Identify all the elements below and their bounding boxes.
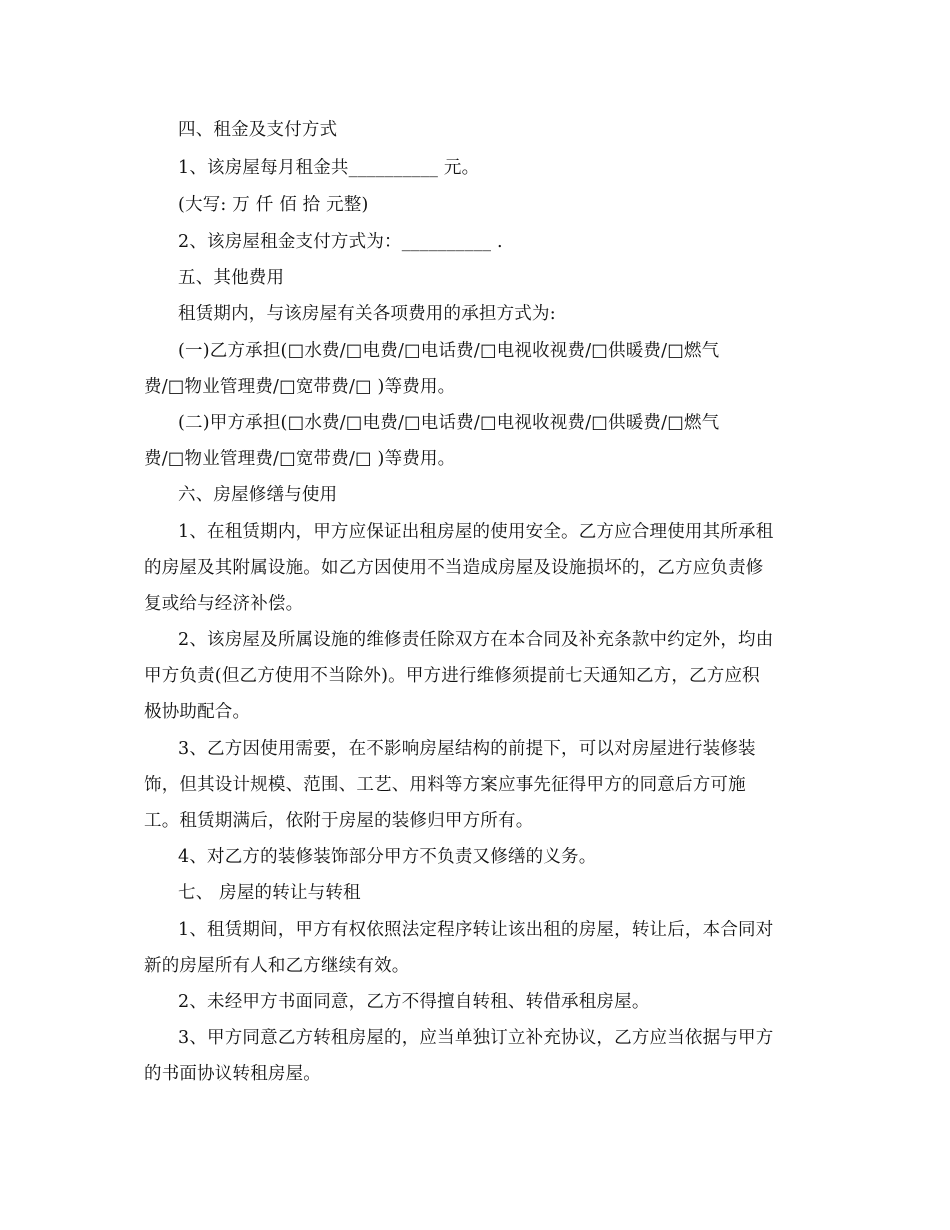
section-heading-repair-use: 六、房屋修缮与使用 — [178, 485, 338, 505]
paragraph-line: 1、在租赁期内，甲方应保证出租房屋的使用安全。乙方应合理使用其所承租 — [178, 522, 774, 542]
paragraph-line: 饰，但其设计规模、范围、工艺、用料等方案应事先征得甲方的同意后方可施 — [144, 775, 746, 795]
paragraph-line: 的书面协议转租房屋。 — [144, 1064, 321, 1084]
paragraph-line: 1、租赁期间，甲方有权依照法定程序转让该出租的房屋，转让后，本合同对 — [178, 920, 774, 940]
paragraph-line: 3、甲方同意乙方转租房屋的，应当单独订立补充协议，乙方应当依据与甲方 — [178, 1028, 774, 1048]
paragraph-line: 的房屋及其附属设施。如乙方因使用不当造成房屋及设施损坏的，乙方应负责修 — [144, 558, 764, 578]
paragraph-line: (一)乙方承担(□水费/□电费/□电话费/□电视收视费/□供暖费/□燃气 — [178, 341, 720, 361]
paragraph-line: 工。租赁期满后，依附于房屋的装修归甲方所有。 — [144, 811, 534, 831]
paragraph-line: 新的房屋所有人和乙方继续有效。 — [144, 956, 410, 976]
paragraph-line: (二)甲方承担(□水费/□电费/□电话费/□电视收视费/□供暖费/□燃气 — [178, 413, 720, 433]
paragraph-line: 极协助配合。 — [144, 702, 251, 722]
paragraph-line: 复或给与经济补偿。 — [144, 594, 304, 614]
paragraph-line: 3、乙方因使用需要，在不影响房屋结构的前提下，可以对房屋进行装修装 — [178, 739, 756, 759]
paragraph-line: 2、该房屋租金支付方式为：__________ . — [178, 232, 503, 252]
paragraph-line: 1、该房屋每月租金共__________ 元。 — [178, 158, 480, 178]
section-heading-rent-payment: 四、租金及支付方式 — [178, 120, 338, 140]
paragraph-line: 租赁期内，与该房屋有关各项费用的承担方式为: — [178, 304, 556, 324]
paragraph-line: 费/□物业管理费/□宽带费/□ )等费用。 — [144, 449, 456, 469]
paragraph-line: 2、该房屋及所属设施的维修责任除双方在本合同及补充条款中约定外，均由 — [178, 630, 774, 650]
paragraph-line: 甲方负责(但乙方使用不当除外)。甲方进行维修须提前七天通知乙方，乙方应积 — [144, 666, 760, 686]
paragraph-line: 2、未经甲方书面同意，乙方不得擅自转租、转借承租房屋。 — [178, 992, 650, 1012]
section-heading-other-fees: 五、其他费用 — [178, 268, 285, 288]
paragraph-line: 4、对乙方的装修装饰部分甲方不负责又修缮的义务。 — [178, 847, 597, 867]
section-heading-transfer-sublease: 七、 房屋的转让与转租 — [178, 883, 361, 903]
paragraph-line: 费/□物业管理费/□宽带费/□ )等费用。 — [144, 377, 456, 397]
paragraph-line: (大写: 万 仟 佰 拾 元整) — [178, 195, 369, 215]
